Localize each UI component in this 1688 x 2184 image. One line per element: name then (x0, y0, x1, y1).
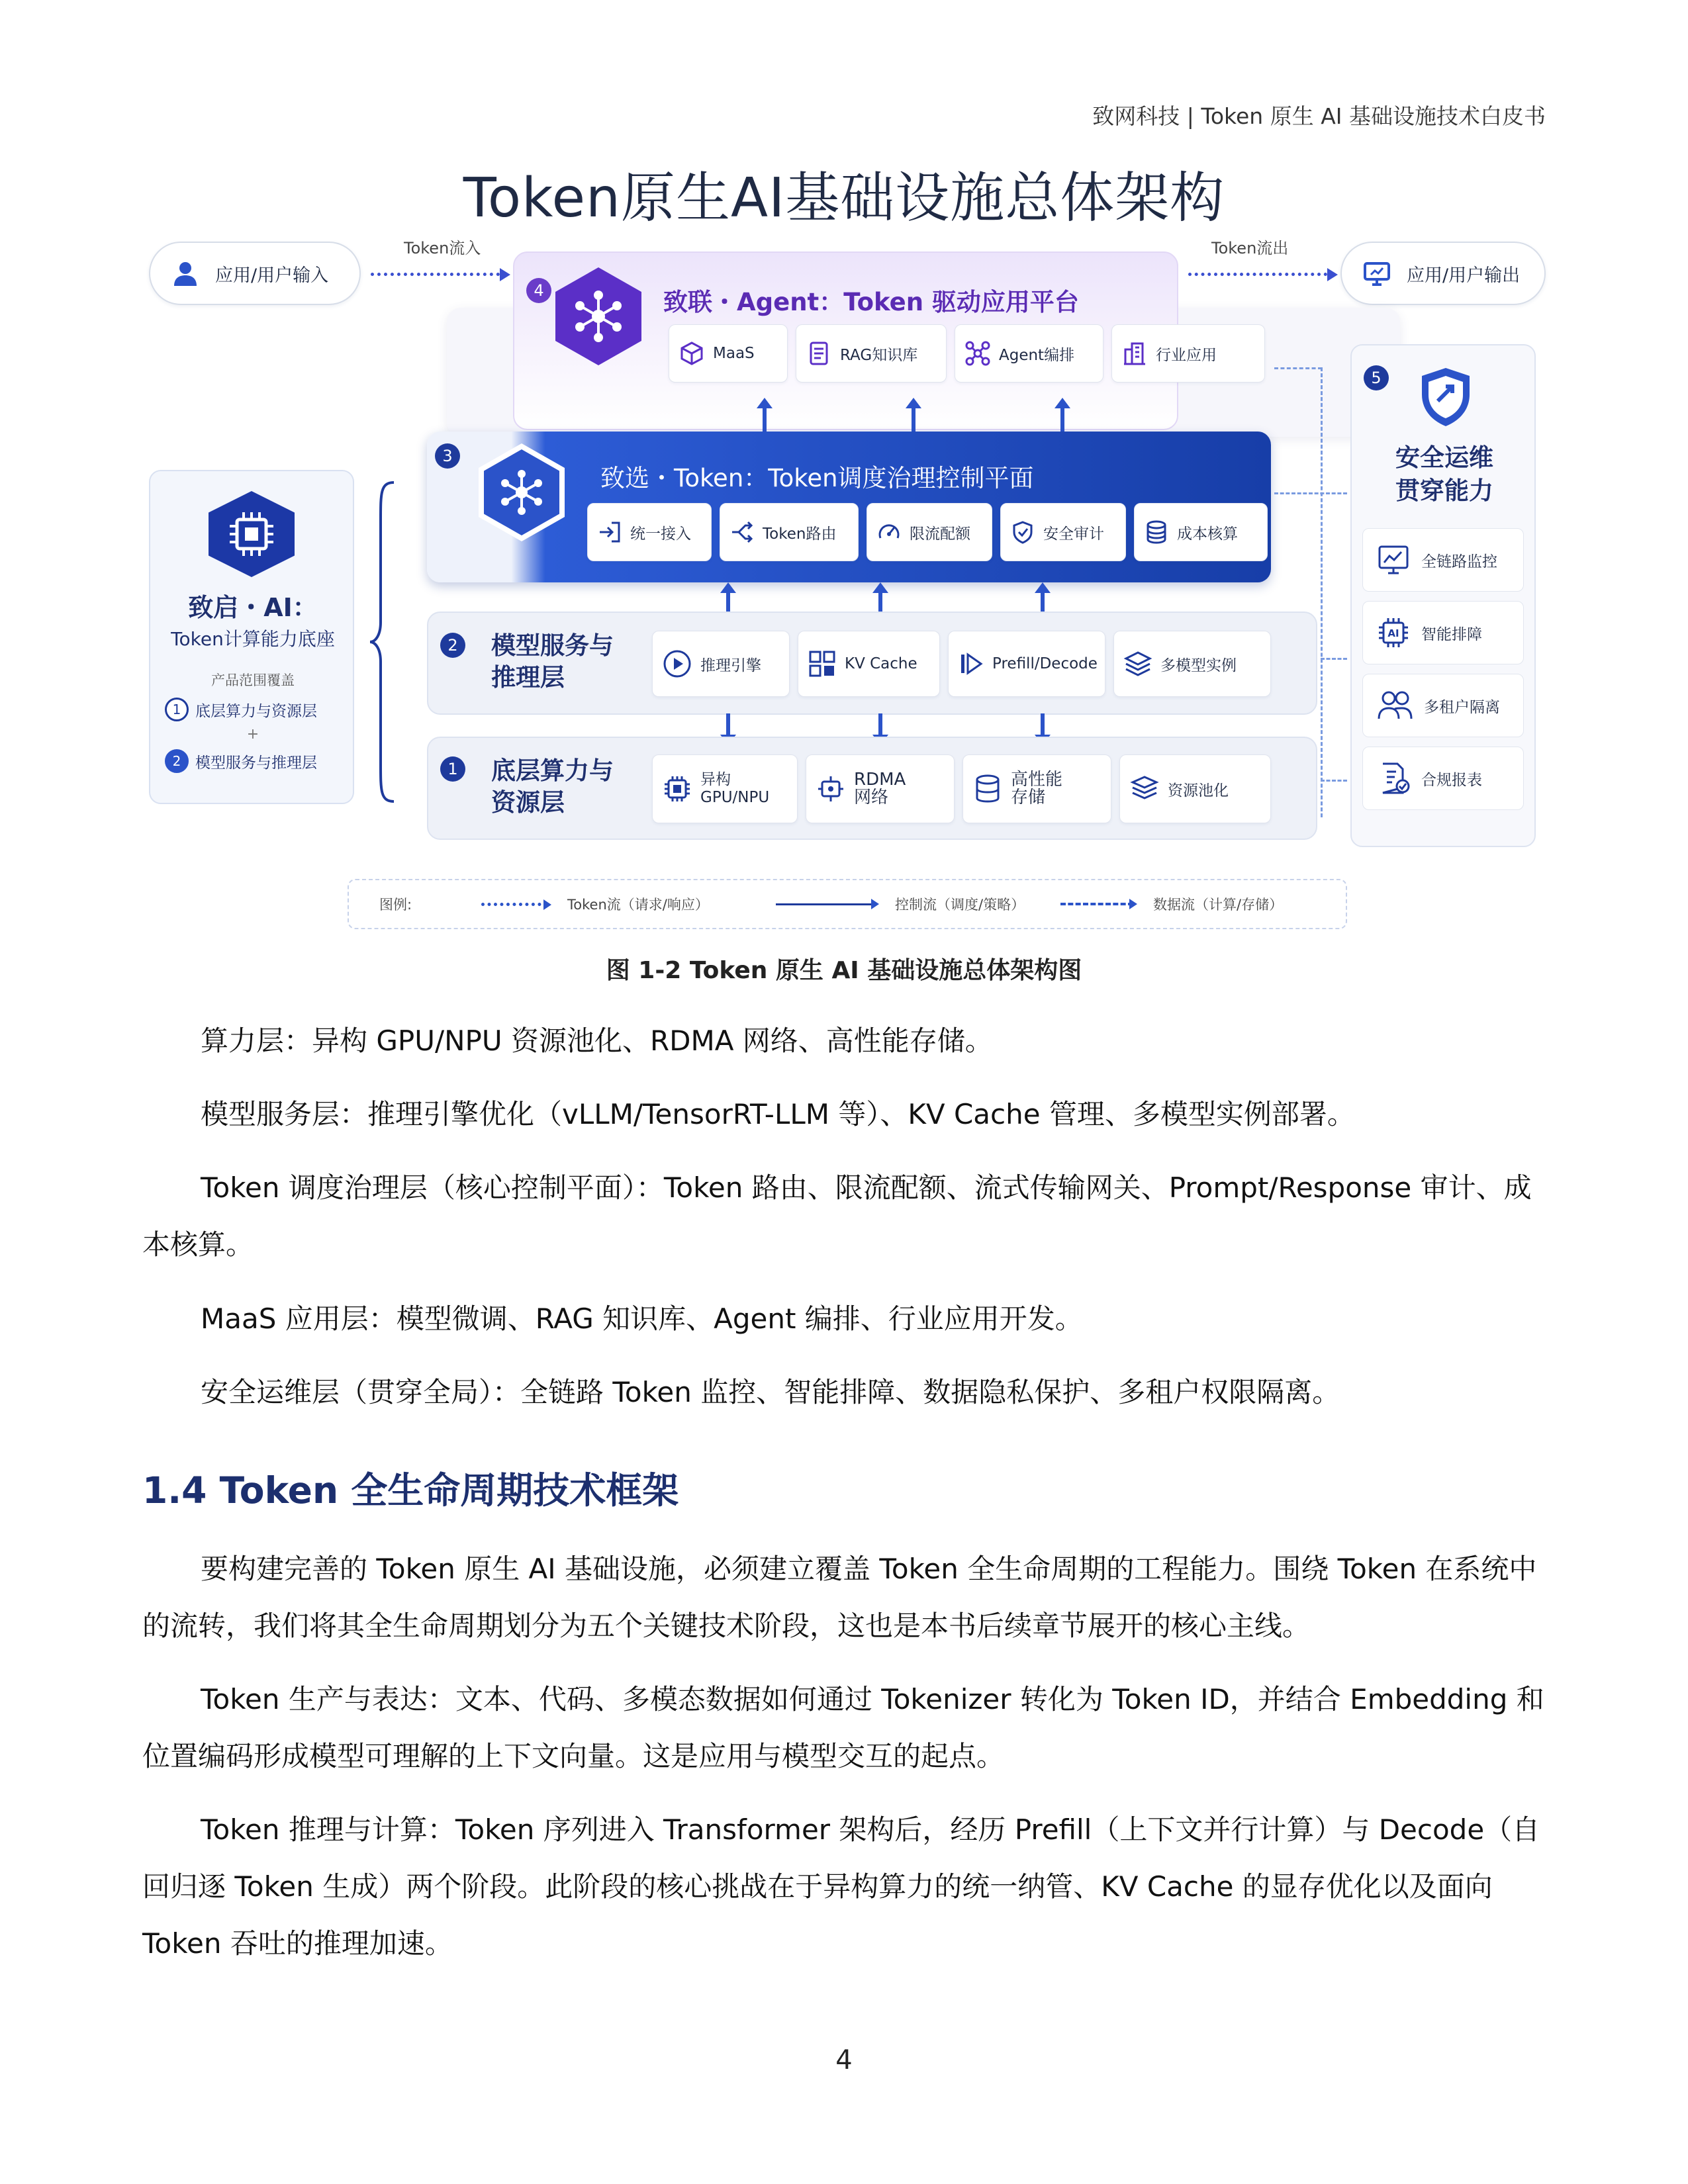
monitor-chart-icon (1376, 543, 1411, 577)
layer4-number: 4 (526, 278, 551, 303)
page-number: 4 (835, 2045, 853, 2075)
layer3-title: 致选・Token：Token调度治理控制平面 (600, 464, 1034, 492)
token-in-arrow (371, 273, 500, 276)
right-connector-l2 (1321, 658, 1347, 660)
layer3-number: 3 (435, 443, 460, 469)
cpu-icon (662, 774, 692, 804)
login-icon (597, 520, 622, 545)
play-icon (662, 649, 692, 679)
layer4-title: 致联・Agent：Token 驱动应用平台 (663, 288, 1079, 316)
network-icon (964, 340, 991, 367)
input-label: 应用/用户输入 (215, 265, 329, 286)
scope-item-1: 1 底层算力与资源层 (165, 698, 317, 721)
chip-prefill-decode: Prefill/Decode (948, 631, 1105, 697)
chip-cost-accounting: 成本核算 (1134, 503, 1268, 561)
arrow-l3-l4-c (1060, 407, 1064, 432)
right-connector-l1 (1321, 780, 1347, 782)
chip-storage: 高性能 存储 (962, 754, 1111, 823)
left-panel-ai-base (149, 470, 354, 804)
chip-multi-model: 多模型实例 (1113, 631, 1271, 697)
step-forward-icon (958, 651, 984, 677)
rchip-compliance: 合规报表 (1362, 747, 1524, 810)
layer1-title: 底层算力与 资源层 (491, 756, 614, 817)
rchip-multi-tenant: 多租户隔离 (1362, 674, 1524, 737)
right-connector-l4 (1274, 367, 1322, 369)
input-pill (149, 242, 361, 305)
token-hex-frame (479, 443, 565, 541)
paragraph-maas-layer: MaaS 应用层：模型微调、RAG 知识库、Agent 编排、行业应用开发。 (201, 1302, 1083, 1335)
chip-token-routing: Token路由 (720, 503, 859, 561)
chip-hetero-gpu: 异构 GPU/NPU (652, 754, 798, 823)
left-bracket (367, 480, 400, 804)
layer2-number: 2 (440, 633, 465, 658)
layer5-number: 5 (1364, 365, 1389, 390)
rchip-troubleshooting: AI 智能排障 (1362, 601, 1524, 664)
layer2-title: 模型服务与 推理层 (491, 631, 614, 692)
route-icon (729, 520, 755, 545)
right-connector-vertical (1321, 367, 1323, 817)
legend-dotted-line (481, 903, 547, 906)
ai-chip-icon (1376, 615, 1411, 650)
scope-item-1-number: 1 (165, 698, 189, 721)
storage-icon (972, 774, 1003, 804)
arrow-l2-l1-b (878, 713, 882, 736)
figure-legend (348, 879, 1347, 929)
legend-label: 图例: (379, 897, 412, 913)
token-out-label: Token流出 (1211, 239, 1289, 257)
cube-icon (679, 340, 705, 367)
token-hex-icon (484, 449, 559, 535)
shield-icon (1010, 520, 1035, 545)
chip-agent: Agent编排 (955, 324, 1103, 383)
chip-security-audit: 安全审计 (1000, 503, 1126, 561)
paragraph-security-layer: 安全运维层（贯穿全局）：全链路 Token 监控、智能排障、数据隐私保护、多租户权限隔离。 (201, 1376, 1340, 1408)
agent-hex-icon (555, 267, 641, 365)
arrow-l2-l1-a (726, 713, 730, 736)
token-out-arrow (1188, 273, 1327, 276)
scope-item-2-number: 2 (165, 749, 189, 773)
svg-text:AI: AI (1387, 627, 1399, 639)
users-icon (1376, 688, 1413, 723)
shield-badge-icon (1418, 365, 1474, 429)
token-in-arrow-head (500, 268, 510, 281)
paragraph-token-layer: Token 调度治理层（核心控制平面）：Token 路由、限流配额、流式传输网关、Prompt/Response 审计、成本核算。 (142, 1171, 1532, 1261)
arrow-l3-l4-a (763, 407, 767, 432)
right-panel-title: 安全运维 贯穿能力 (1395, 443, 1493, 505)
scope-label: 产品范围覆盖 (211, 672, 295, 688)
running-header: 致网科技 | Token 原生 AI 基础设施技术白皮书 (1092, 103, 1546, 129)
chip-rate-limit: 限流配额 (867, 503, 992, 561)
grid-icon (808, 649, 837, 678)
paragraph-token-production: Token 生产与表达：文本、代码、多模态数据如何通过 Tokenizer 转化为 Token ID，并结合 Embedding 和位置编码形成模型可理解的上下文向量。这是应用与模型交互的起点。 (142, 1683, 1544, 1772)
chip-kv-cache: KV Cache (798, 631, 940, 697)
database-icon (1144, 520, 1169, 545)
stack-icon (1129, 774, 1160, 804)
user-icon (170, 258, 201, 289)
network-card-icon (816, 774, 846, 804)
paragraph-compute-layer: 算力层：异构 GPU/NPU 资源池化、RDMA 网络、高性能存储。 (201, 1024, 993, 1057)
report-check-icon (1376, 761, 1411, 796)
token-in-label: Token流入 (404, 239, 481, 257)
figure-caption: 图 1-2 Token 原生 AI 基础设施总体架构图 (606, 957, 1082, 984)
figure-title: Token原生AI基础设施总体架构 (463, 167, 1225, 230)
chip-hex-icon (209, 491, 295, 577)
layer1-number: 1 (440, 756, 465, 782)
legend-token-flow: Token流（请求/响应） (481, 894, 709, 914)
chip-rag: RAG知识库 (796, 324, 947, 383)
paragraph-model-layer: 模型服务层：推理引擎优化（vLLM/TensorRT-LLM 等）、KV Cache 管理、多模型实例部署。 (201, 1098, 1355, 1130)
left-panel-subtitle: Token计算能力底座 (171, 628, 335, 650)
chip-rdma: RDMA 网络 (806, 754, 955, 823)
token-out-arrow-head (1327, 268, 1338, 281)
scope-plus: + (246, 726, 259, 743)
gauge-icon (876, 520, 902, 545)
legend-data-flow: 数据流（计算/存储） (1060, 894, 1283, 914)
legend-control-flow: 控制流（调度/策略） (776, 894, 1025, 914)
chip-resource-pool: 资源池化 (1119, 754, 1271, 823)
left-panel-title: 致启・AI： (188, 593, 318, 622)
chip-industry: 行业应用 (1111, 324, 1265, 383)
architecture-figure (142, 146, 1546, 940)
chip-unified-access: 统一接入 (587, 503, 712, 561)
rchip-monitoring: 全链路监控 (1362, 528, 1524, 592)
legend-solid-line (776, 903, 875, 905)
chip-maas: MaaS (669, 324, 788, 383)
paragraph-token-inference: Token 推理与计算：Token 序列进入 Transformer 架构后，经历 Prefill（上下文并行计算）与 Decode（自回归逐 Token 生成）两个阶段。此阶段的核心挑战在于异构算力的统一纳管、KV Cache 的显存优化以及面向 Token 吞吐的推理加速。 (142, 1813, 1540, 1960)
document-icon (806, 340, 832, 367)
legend-dashed-line (1060, 903, 1133, 905)
right-connector-l3 (1274, 492, 1347, 494)
scope-item-2: 2 模型服务与推理层 (165, 749, 317, 773)
monitor-icon (1362, 258, 1392, 289)
chip-inference-engine: 推理引擎 (652, 631, 790, 697)
layers-icon (1123, 649, 1152, 678)
building-icon (1121, 340, 1148, 367)
arrow-l2-l1-c (1041, 713, 1045, 736)
output-pill (1340, 242, 1546, 305)
output-label: 应用/用户输出 (1407, 265, 1521, 286)
section-heading: 1.4 Token 全生命周期技术框架 (142, 1469, 679, 1512)
arrow-l3-l4-b (912, 407, 915, 432)
paragraph-lifecycle-intro: 要构建完善的 Token 原生 AI 基础设施，必须建立覆盖 Token 全生命周期的工程能力。围绕 Token 在系统中的流转，我们将其全生命周期划分为五个关键技术阶段，这也是本书后续章节展开的核心主线。 (142, 1553, 1537, 1642)
